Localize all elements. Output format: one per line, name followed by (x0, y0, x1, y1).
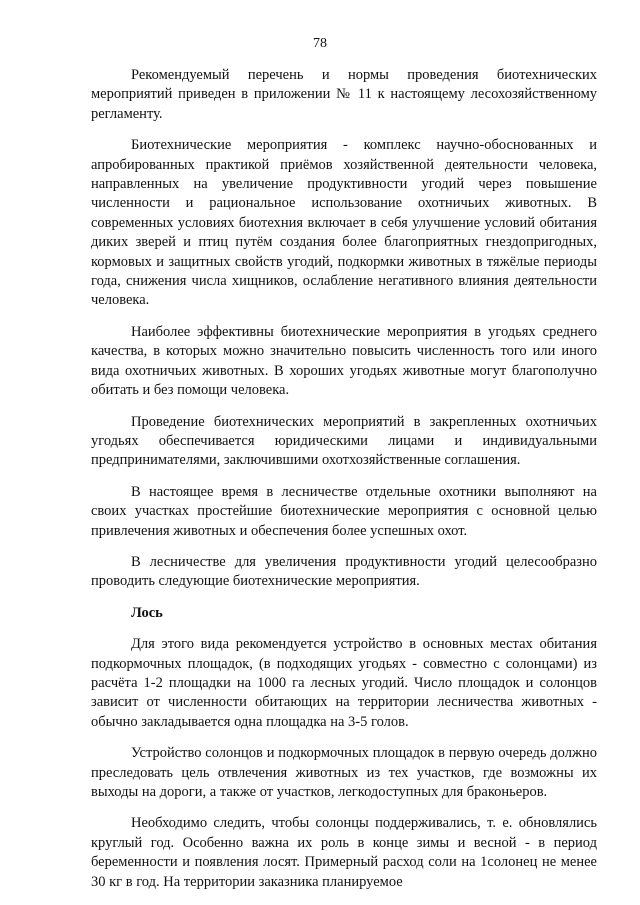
paragraph-effectiveness: Наиболее эффективны биотехнические мероприятия в угодьях среднего качества, в которых можно значительно повысить численность того или иного вида охотничьих животных. В хороших угодьях животные могут благополучно обитать и без помощи человека. (91, 323, 597, 399)
paragraph-feeding-sites: Для этого вида рекомендуется устройство в основных местах обитания подкормочных площадок, (в подходящих угодьях - совместно с солонцами) из расчёта 1-2 площадки на 1000 га лесных угодий. Число площадок и солонцов зависит от численности обитающих на территории лесничества животных - обычно закладывается одна площадка на 3-5 голов. (91, 636, 597, 730)
paragraph-salt-licks-purpose: Устройство солонцов и подкормочных площадок в первую очередь должно преследовать цель отвлечения животных из тех участков, где возможны их выходы на дороги, а также от участков, легкодоступных для браконьеров. (91, 745, 597, 800)
paragraph-current-practice: В настоящее время в лесничестве отдельные охотники выполняют на своих участках простейшие биотехнические мероприятия с основной целью привлечения животных и обеспечения более успешных охот. (91, 483, 597, 539)
paragraph-recommended-measures: В лесничестве для увеличения продуктивности угодий целесообразно проводить следующие биотехнические мероприятия. (91, 553, 597, 590)
paragraph-recommended-list: Рекомендуемый перечень и нормы проведения биотехнических мероприятий приведен в приложении № 11 к настоящему лесохозяйственному регламенту. (91, 67, 597, 122)
page-number: 78 (313, 36, 327, 51)
paragraph-responsibility: Проведение биотехнических мероприятий в закрепленных охотничьих угодьях обеспечивается юридическими лицами и индивидуальными предпринимателями, заключившими охотхозяйственные соглашения. (91, 413, 597, 469)
paragraph-biotechnical-definition: Биотехнические мероприятия - комплекс научно-обоснованных и апробированных практикой приёмов хозяйственной деятельности человека, направленных на увеличение продуктивности угодий через повышение численности и рациональное использование охотничьих животных. В современных условиях биотехния включает в себя улучшение условий обитания диких зверей и птиц путём создания более благоприятных гнездопригодных, кормовых и защитных свойств угодий, подкормки животных в тяжёлые периоды года, снижения числа хищников, ослабление негативного влияния деятельности человека. (91, 137, 597, 309)
paragraph-salt-licks-maintenance: Необходимо следить, чтобы солонцы поддерживались, т. е. обновлялись круглый год. Особенно важна их роль в конце зимы и весной - в период беременности и появления лосят. Примерный расход соли на 1солонец не менее 30 кг в год. На территории заказника планируемое (91, 815, 597, 890)
document-body (91, 66, 597, 904)
section-heading-moose: Лось (131, 604, 163, 621)
